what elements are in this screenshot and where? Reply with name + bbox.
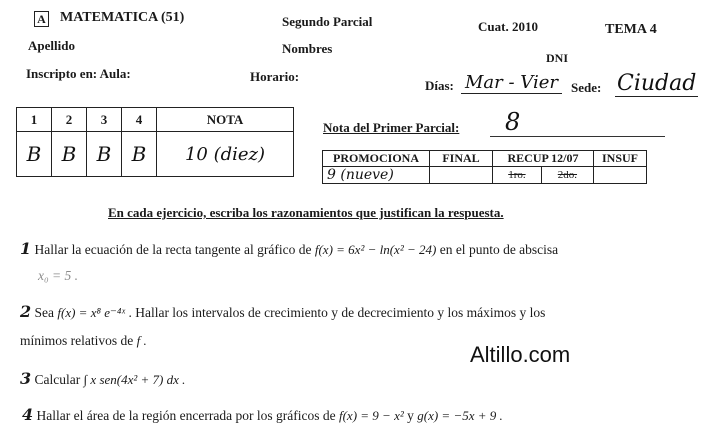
primer-parcial-line bbox=[490, 136, 665, 137]
nombres-label: Nombres bbox=[282, 41, 333, 56]
dias-value: Mar - Vier bbox=[461, 72, 562, 94]
question-3-integral: ∫ x sen(4x² + 7) dx . bbox=[83, 372, 186, 387]
question-4-mark: 4 bbox=[22, 405, 34, 424]
dias-label: Días: bbox=[425, 78, 454, 93]
question-3-mark: 3 bbox=[20, 369, 32, 388]
instruction-text: En cada ejercicio, escriba los razonamientos que justifican la respuesta. bbox=[108, 205, 504, 220]
question-1-text-end: en el punto de abscisa bbox=[439, 242, 559, 257]
final-value bbox=[430, 167, 493, 184]
nota-value: 10 (diez) bbox=[157, 132, 294, 177]
grade-value-2: B bbox=[52, 132, 87, 177]
question-1 bbox=[20, 239, 558, 258]
promociona-value: 9 (nueve) bbox=[323, 167, 430, 184]
primer-parcial-value: 8 bbox=[505, 108, 521, 136]
question-1-abscissa: x₀ = 5 . bbox=[38, 268, 79, 283]
inscripto-label: Inscripto en: Aula: bbox=[26, 66, 131, 81]
sede-label: Sede: bbox=[571, 80, 602, 95]
recup-header: RECUP 12/07 bbox=[493, 151, 594, 167]
question-1-function: f(x) = 6x² − ln(x² − 24) bbox=[314, 242, 437, 257]
question-2-mark: 2 bbox=[20, 302, 32, 321]
subject-title: MATEMATICA (51) bbox=[60, 10, 185, 25]
final-header: FINAL bbox=[430, 151, 493, 167]
question-4 bbox=[22, 405, 503, 424]
tema-number: TEMA 4 bbox=[605, 22, 657, 37]
question-2-text-cont: mínimos relativos de bbox=[20, 333, 134, 348]
question-2-text-end: . Hallar los intervalos de crecimiento y de decrecimiento y los máximos y los bbox=[128, 305, 546, 320]
question-3-text: Calcular bbox=[34, 372, 81, 387]
question-4-f: f(x) = 9 − x² bbox=[338, 408, 404, 423]
exam-name: Segundo Parcial bbox=[282, 14, 373, 29]
promociona-header: PROMOCIONA bbox=[323, 151, 430, 167]
question-3 bbox=[20, 369, 185, 388]
question-4-text: Hallar el área de la región encerrada por los gráficos de bbox=[36, 408, 336, 423]
insuf-value bbox=[594, 167, 647, 184]
grade-value-4: B bbox=[122, 132, 157, 177]
grade-value-3: B bbox=[87, 132, 122, 177]
insuf-header: INSUF bbox=[594, 151, 647, 167]
promocion-table bbox=[322, 150, 647, 184]
question-2-f: f . bbox=[136, 333, 147, 348]
question-1-text: Hallar la ecuación de la recta tangente al gráfico de bbox=[34, 242, 312, 257]
grade-header-4: 4 bbox=[122, 108, 157, 132]
question-2-line2 bbox=[20, 333, 147, 349]
watermark-text: Altillo.com bbox=[470, 342, 571, 367]
grades-table bbox=[16, 107, 294, 177]
grade-value-1: B bbox=[17, 132, 52, 177]
grade-header-1: 1 bbox=[17, 108, 52, 132]
grade-header-2: 2 bbox=[52, 108, 87, 132]
question-4-and: y bbox=[407, 408, 414, 423]
tema-box: A bbox=[34, 11, 49, 27]
dni-label: DNI bbox=[546, 51, 569, 65]
question-2-function: f(x) = x⁸ e⁻⁴ˣ bbox=[57, 305, 126, 320]
horario-label: Horario: bbox=[250, 69, 300, 84]
recup-first: 1ro. bbox=[493, 167, 542, 184]
question-4-g: g(x) = −5x + 9 . bbox=[417, 408, 503, 423]
question-1-mark: 1 bbox=[20, 239, 32, 258]
recup-second: 2do. bbox=[541, 167, 593, 184]
nota-header: NOTA bbox=[157, 108, 294, 132]
exam-period: Cuat. 2010 bbox=[478, 19, 538, 34]
apellido-label: Apellido bbox=[28, 38, 75, 53]
primer-parcial-label: Nota del Primer Parcial: bbox=[323, 120, 460, 135]
question-2 bbox=[20, 302, 545, 321]
question-2-text: Sea bbox=[34, 305, 55, 320]
grade-header-3: 3 bbox=[87, 108, 122, 132]
sede-value: Ciudad bbox=[617, 71, 697, 96]
